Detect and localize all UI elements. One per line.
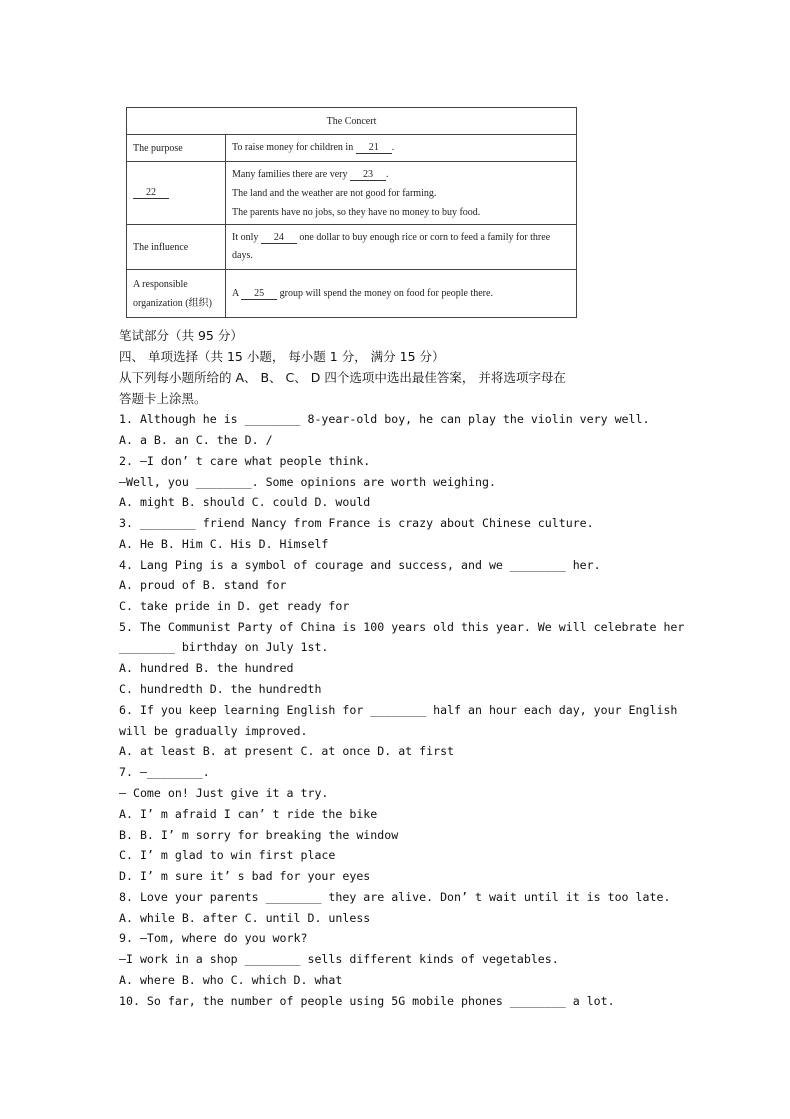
table-row: [127, 225, 577, 270]
question-line: 1. Although he is ________ 8-year-old boy, he can play the violin very well.: [119, 412, 650, 426]
table-row: [127, 135, 577, 162]
question-line: —Well, you ________. Some opinions are worth weighing.: [119, 475, 496, 489]
option-line: A. where B. who C. which D. what: [119, 973, 343, 987]
question-line: 10. So far, the number of people using 5G mobile phones ________ a lot.: [119, 994, 615, 1008]
question-line: 2. —I don’ t care what people think.: [119, 454, 371, 468]
content-text: .: [386, 168, 389, 180]
row-label: The purpose: [127, 135, 226, 162]
question-line: 4. Lang Ping is a symbol of courage and success, and we ________ her.: [119, 558, 601, 572]
blank-22: 22: [133, 187, 169, 199]
row-label: The influence: [127, 225, 226, 270]
content-text: one dollar to buy enough rice or corn to feed a family for three: [296, 232, 551, 243]
option-line: C. I’ m glad to win first place: [119, 848, 336, 862]
question-line: ________ birthday on July 1st.: [119, 640, 329, 654]
option-line: A. at least B. at present C. at once D. at first: [119, 744, 455, 758]
row-content: [226, 162, 577, 225]
row-label: [127, 162, 226, 225]
table-row: [127, 162, 577, 225]
row-content: [226, 135, 577, 162]
content-text: It only: [232, 232, 261, 243]
option-line: A. might B. should C. could D. would: [119, 495, 371, 509]
blank-25: 25: [241, 288, 277, 300]
option-line: A. a B. an C. the D. /: [119, 433, 273, 447]
question-line: 7. —________.: [119, 765, 210, 779]
option-line: A. proud of B. stand for: [119, 578, 287, 592]
option-line: C. take pride in D. get ready for: [119, 599, 350, 613]
content-text: group will spend the money on food for people there.: [277, 287, 493, 299]
table-title: The Concert: [127, 108, 577, 135]
concert-table: [126, 107, 577, 318]
blank-24: 24: [261, 232, 297, 244]
question-line: 9. —Tom, where do you work?: [119, 931, 308, 945]
row-content: [226, 225, 577, 270]
question-line: 3. ________ friend Nancy from France is crazy about Chinese culture.: [119, 516, 594, 530]
question-line: 6. If you keep learning English for ________ half an hour each day, your English: [119, 703, 678, 717]
option-line: D. I’ m sure it’ s bad for your eyes: [119, 869, 371, 883]
question-line: — Come on! Just give it a try.: [119, 786, 329, 800]
option-line: C. hundredth D. the hundredth: [119, 682, 322, 696]
content-text: days.: [232, 250, 253, 261]
content-text: .: [391, 142, 395, 153]
option-line: B. B. I’ m sorry for breaking the window: [119, 828, 399, 842]
content-text: Many families there are very: [232, 168, 351, 180]
content-text: The land and the weather are not good for farming.: [232, 187, 437, 199]
content-text: A: [232, 287, 242, 299]
option-line: A. I’ m afraid I can’ t ride the bike: [119, 807, 378, 821]
section-title: 笔试部分（共 95 分）: [119, 328, 243, 343]
label-text: organization (组织): [133, 297, 212, 309]
question-line: 5. The Communist Party of China is 100 years old this year. We will celebrate her: [119, 620, 685, 634]
content-text: To raise money for children in: [232, 142, 356, 153]
question-line: will be gradually improved.: [119, 724, 308, 738]
instructions-line: 答题卡上涂黑。: [119, 391, 207, 406]
instructions-line: 从下列每小题所给的 A、 B、 C、 D 四个选项中选出最佳答案， 并将选项字母在: [119, 370, 566, 385]
blank-23: 23: [350, 169, 386, 181]
blank-21: 21: [356, 142, 392, 154]
option-line: A. hundred B. the hundred: [119, 661, 294, 675]
label-text: A responsible: [133, 278, 188, 290]
question-line: 8. Love your parents ________ they are alive. Don’ t wait until it is too late.: [119, 890, 671, 904]
content-text: The parents have no jobs, so they have no money to buy food.: [232, 206, 481, 218]
row-label: [127, 270, 226, 318]
option-line: A. He B. Him C. His D. Himself: [119, 537, 329, 551]
table-row: [127, 270, 577, 318]
question-line: —I work in a shop ________ sells different kinds of vegetables.: [119, 952, 559, 966]
option-line: A. while B. after C. until D. unless: [119, 911, 371, 925]
part-title: 四、 单项选择（共 15 小题， 每小题 1 分， 满分 15 分）: [119, 349, 445, 364]
row-content: [226, 270, 577, 318]
